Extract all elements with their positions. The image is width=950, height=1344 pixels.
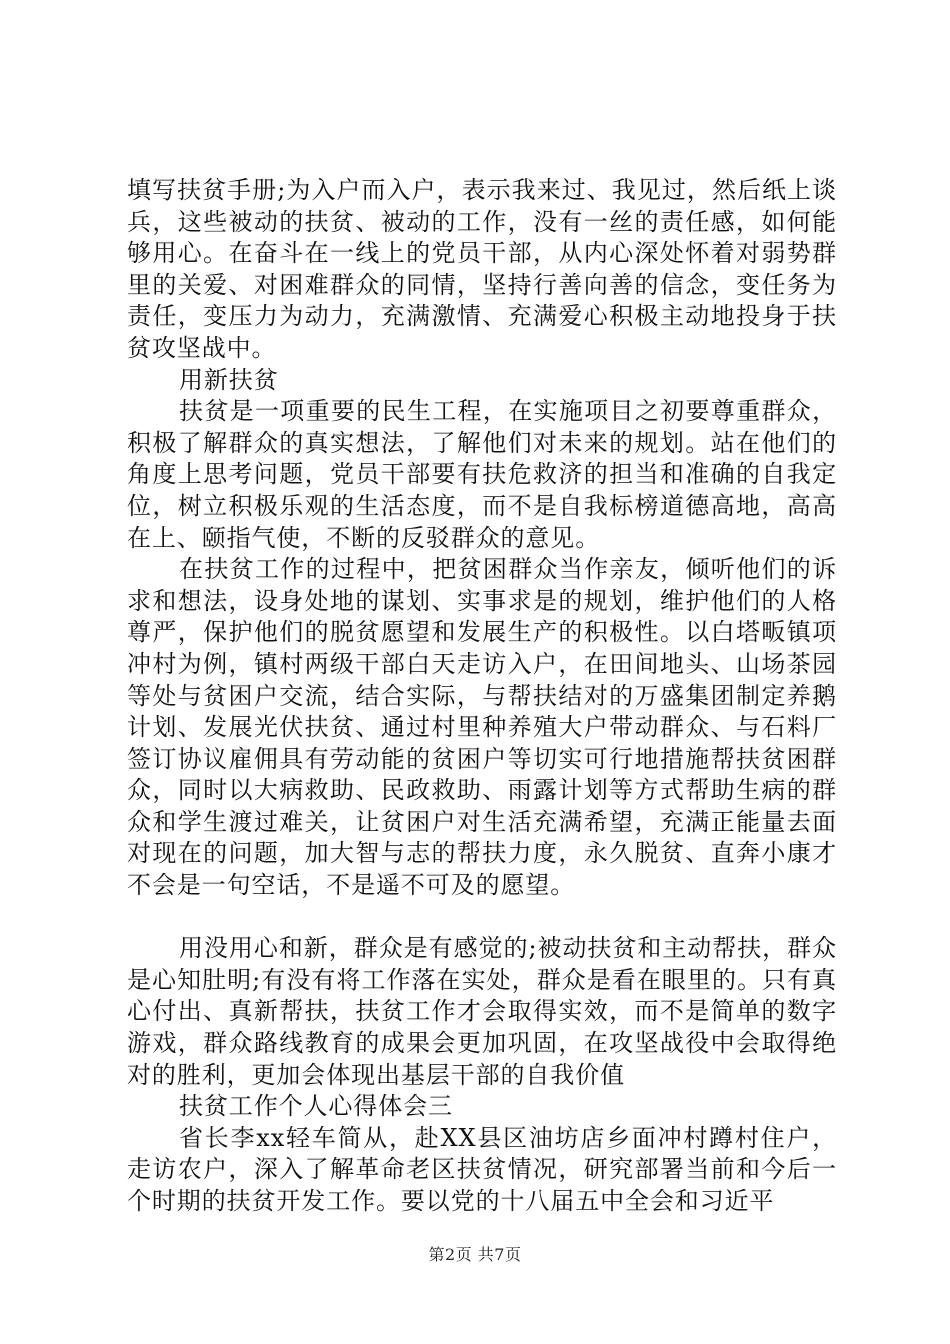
- paragraph-spacer: [127, 902, 837, 934]
- paragraph-5: 省长李xx轻车简从，赴XX县区油坊店乡面冲村蹲村住户，走访农户，深入了解革命老区扶贫情况，研究部署当前和今后一个时期的扶贫开发工作。要以党的十八届五中全会和习近平: [127, 1123, 837, 1215]
- page-number-footer: 第2页 共7页: [428, 1245, 522, 1264]
- document-body: [127, 175, 837, 1218]
- paragraph-3: 在扶贫工作的过程中，把贫困群众当作亲友，倾听他们的诉求和想法，设身处地的谋划、实事求是的规划，维护他们的人格尊严，保护他们的脱贫愿望和发展生产的积极性。以白塔畈镇项冲村为例，镇村两级干部白天走访入户，在田间地头、山场茶园等处与贫困户交流，结合实际，与帮扶结对的万盛集团制定养鹅计划、发展光伏扶贫、通过村里种养殖大户带动群众、与石料厂签订协议雇佣具有劳动能的贫困户等切实可行地措施帮扶贫困群众，同时以大病救助、民政救助、雨露计划等方式帮助生病的群众和学生渡过难关，让贫困户对生活充满希望，充满正能量去面对现在的问题，加大智与志的帮扶力度，永久脱贫、直奔小康才不会是一句空话，不是遥不可及的愿望。: [127, 555, 837, 900]
- section-heading-part-three: 扶贫工作个人心得体会三: [179, 1092, 453, 1121]
- paragraph-2: 扶贫是一项重要的民生工程，在实施项目之初要尊重群众，积极了解群众的真实想法，了解他们对未来的规划。站在他们的角度上思考问题，党员干部要有扶危救济的担当和准确的自我定位，树立积极乐观的生活态度，而不是自我标榜道德高地，高高在上、颐指气使，不断的反驳群众的意见。: [127, 397, 837, 552]
- paragraph-1: 填写扶贫手册;为入户而入户，表示我来过、我见过，然后纸上谈兵，这些被动的扶贫、被动的工作，没有一丝的责任感，如何能够用心。在奋斗在一线上的党员干部，从内心深处怀着对弱势群里的关爱、对困难群众的同情，坚持行善向善的信念，变任务为责任，变压力为动力，充满激情、充满爱心积极主动地投身于扶贫攻坚战中。: [127, 176, 837, 362]
- paragraph-4: 用没用心和新，群众是有感觉的;被动扶贫和主动帮扶，群众是心知肚明;有没有将工作落在实处，群众是看在眼里的。只有真心付出、真新帮扶，扶贫工作才会取得实效，而不是简单的数字游戏，群众路线教育的成果会更加巩固，在攻坚战役中会取得绝对的胜利，更加会体现出基层干部的自我价值: [127, 934, 837, 1089]
- section-heading-new-poverty: 用新扶贫: [179, 365, 279, 394]
